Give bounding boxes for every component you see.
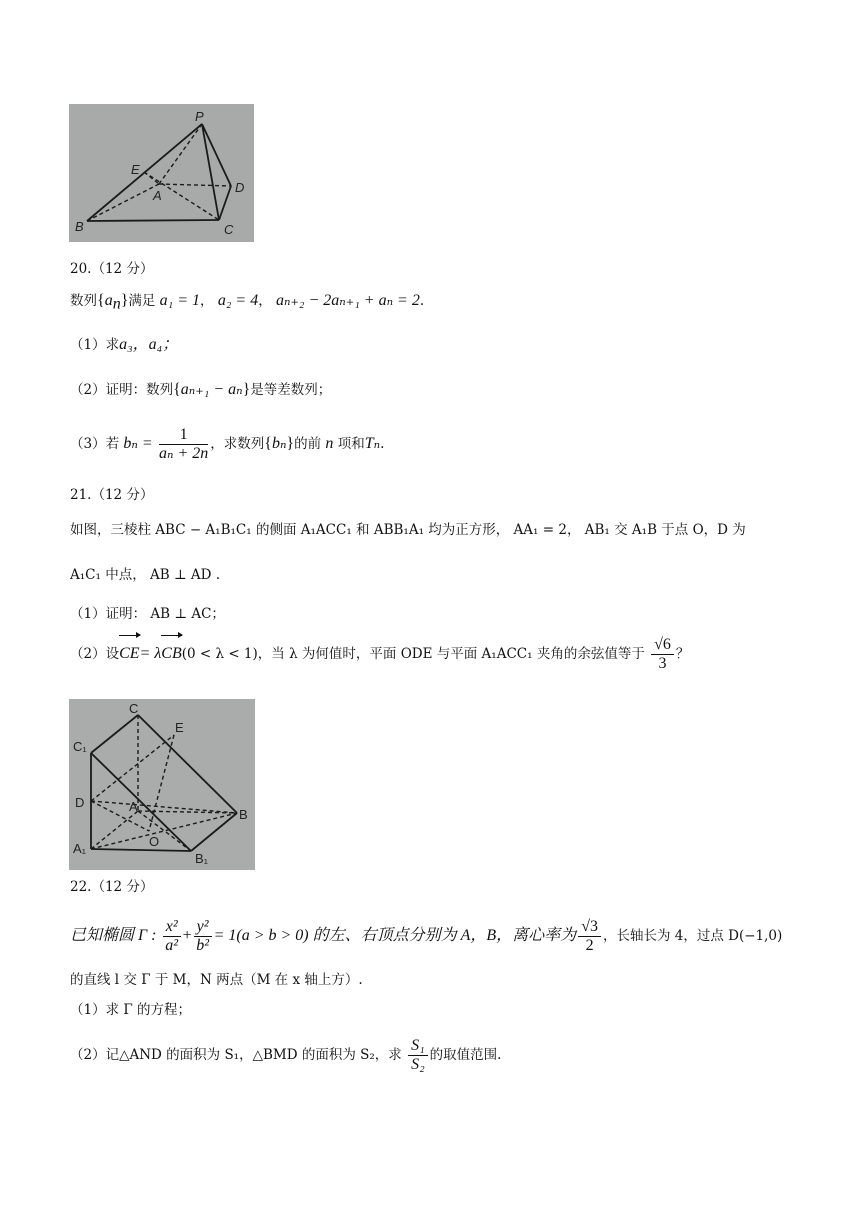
q22-p2-den: S₂	[411, 1056, 425, 1073]
q20-stem-satisfy: 满足	[128, 293, 156, 309]
fig2-label-E: E	[175, 720, 184, 735]
q22-line1-c: ，长轴长为 4，过点 D(−1,0)	[602, 928, 783, 944]
fig2-label-D: D	[75, 795, 85, 810]
fig2-label-B: B	[239, 807, 248, 822]
fig1-label-D: D	[235, 180, 245, 195]
q21-p2-den: 3	[658, 655, 667, 672]
q20-p3-T: Tₙ	[364, 435, 381, 452]
q21-part1: （1）证明： AB ⊥ AC；	[70, 606, 225, 622]
q22-part2	[70, 1034, 501, 1076]
q20-stem-seq: a	[104, 292, 113, 309]
q21-part2	[70, 634, 689, 674]
q20-stem-prefix: 数列	[70, 293, 97, 309]
q22-frac-e	[578, 918, 601, 955]
fig1-label-A: A	[153, 188, 162, 203]
q22-f1-den: a²	[165, 937, 179, 954]
fig1-label-B: B	[75, 219, 84, 234]
q21-vec-CE: CE	[119, 634, 139, 674]
q20-p3-n: n	[325, 435, 334, 452]
fig2-label-A1: A₁	[73, 841, 87, 856]
q21-p2-b: (0 < λ < 1)，当 λ 为何值时，平面 ODE 与平面 A₁ACC₁ 夹角的余弦值等于	[181, 646, 645, 662]
q20-p3-fraction	[159, 426, 208, 463]
fig2-label-O: O	[149, 834, 160, 849]
q20-part2: （2）证明：数列{aₙ₊₁ − aₙ}是等差数列；	[70, 381, 332, 398]
q20-p3-prefix: （3）若	[70, 436, 120, 452]
fig2-label-B1: B₁	[195, 851, 209, 866]
q20-p2-seq: aₙ₊₁ − aₙ	[180, 381, 243, 398]
q22-header: 22.（12 分）	[70, 879, 154, 895]
q20-p2-suffix: 是等差数列；	[250, 382, 332, 398]
q22-f2-den: b²	[196, 937, 210, 954]
fig1-label-P: P	[195, 109, 204, 124]
fig2-label-C1: C₁	[73, 739, 87, 754]
q22-plus: +	[182, 927, 192, 944]
q20-part1	[70, 335, 178, 355]
q22-p2-a: （2）记△AND 的面积为 S₁，△BMD 的面积为 S₂，求	[70, 1047, 402, 1063]
q22-p2-fraction	[408, 1037, 428, 1074]
q20-p3-suffix2: 项和	[337, 436, 365, 452]
q20-p1-terms: a₃，a₄；	[119, 336, 179, 353]
q20-p3-num: 1	[159, 426, 208, 445]
q20-p3-den: aₙ + 2n	[158, 445, 209, 462]
q20-p3-end: .	[380, 436, 385, 452]
q21-p2-a: （2）设	[70, 646, 120, 662]
q22-f3-num: √3	[578, 918, 601, 937]
q22-p2-b: 的取值范围.	[429, 1047, 502, 1063]
q20-cond2: a₂ = 4	[217, 292, 259, 309]
q22-line1-b: = 1(a > b > 0) 的左、右顶点分别为 A，B，离心率为	[213, 927, 577, 944]
q20-cond1: a₁ = 1	[159, 292, 201, 309]
fig2-label-C: C	[129, 701, 139, 716]
q22-frac-y	[194, 918, 212, 955]
q22-line1-a: 已知椭圆 Γ :	[70, 927, 157, 944]
q21-header: 21.（12 分）	[70, 487, 154, 503]
q22-frac-x	[163, 918, 181, 955]
q20-part3: （3）若 bₙ = $\frac{1}{\text{aₙ + 2n}}$ ，求数列{bₙ}的前 n 项和Tₙ.	[70, 426, 385, 462]
prism-figure	[69, 699, 255, 870]
q20-p1-prefix: （1）求	[70, 337, 120, 353]
q20-header: 20.（12 分）	[70, 261, 154, 277]
q20-p3-lhs: bₙ =	[123, 435, 153, 452]
q22-part1: （1）求 Γ 的方程；	[70, 1002, 192, 1018]
q21-p2-eq: = λ	[139, 645, 162, 662]
q21-line2: A₁C₁ 中点， AB ⊥ AD .	[70, 567, 221, 583]
q22-p2-num: S₁	[408, 1037, 428, 1056]
q20-p3-mid: ，求数列	[210, 436, 265, 452]
q22-line2: 的直线 l 交 Γ 于 M，N 两点（M 在 x 轴上方）.	[70, 972, 363, 988]
q21-vec-CB: CB	[161, 634, 181, 674]
q22-f2-num: y²	[194, 918, 212, 937]
q20-stem: 数列$\{a_n\}$满足 a₁ = 1， a₂ = 4， aₙ₊₂ − 2aₙ₊₁ + aₙ = 2.	[70, 292, 425, 313]
q22-f1-num: x²	[163, 918, 181, 937]
fig1-label-E: E	[131, 162, 140, 177]
fig2-label-A: A	[129, 799, 138, 814]
q22-line1	[70, 914, 782, 958]
q20-cond3: aₙ₊₂ − 2aₙ₊₁ + aₙ = 2	[275, 292, 420, 309]
q22-f3-den: 2	[585, 937, 594, 954]
q20-p3-suffix1: 的前	[294, 436, 322, 452]
q20-p3-seq: bₙ	[271, 435, 287, 452]
pyramid-figure	[69, 104, 254, 242]
q21-p2-fraction	[651, 636, 674, 673]
q21-p2-num: √6	[651, 636, 674, 655]
fig1-label-C: C	[224, 222, 234, 237]
q20-p2-prefix: （2）证明：数列	[70, 382, 174, 398]
q21-p2-end: ？	[675, 646, 690, 662]
q21-line1: 如图，三棱柱 ABC − A₁B₁C₁ 的侧面 A₁ACC₁ 和 ABB₁A₁ 均为正方形， AA₁ = 2， AB₁ 交 A₁B 于点 O，D 为	[70, 522, 746, 538]
